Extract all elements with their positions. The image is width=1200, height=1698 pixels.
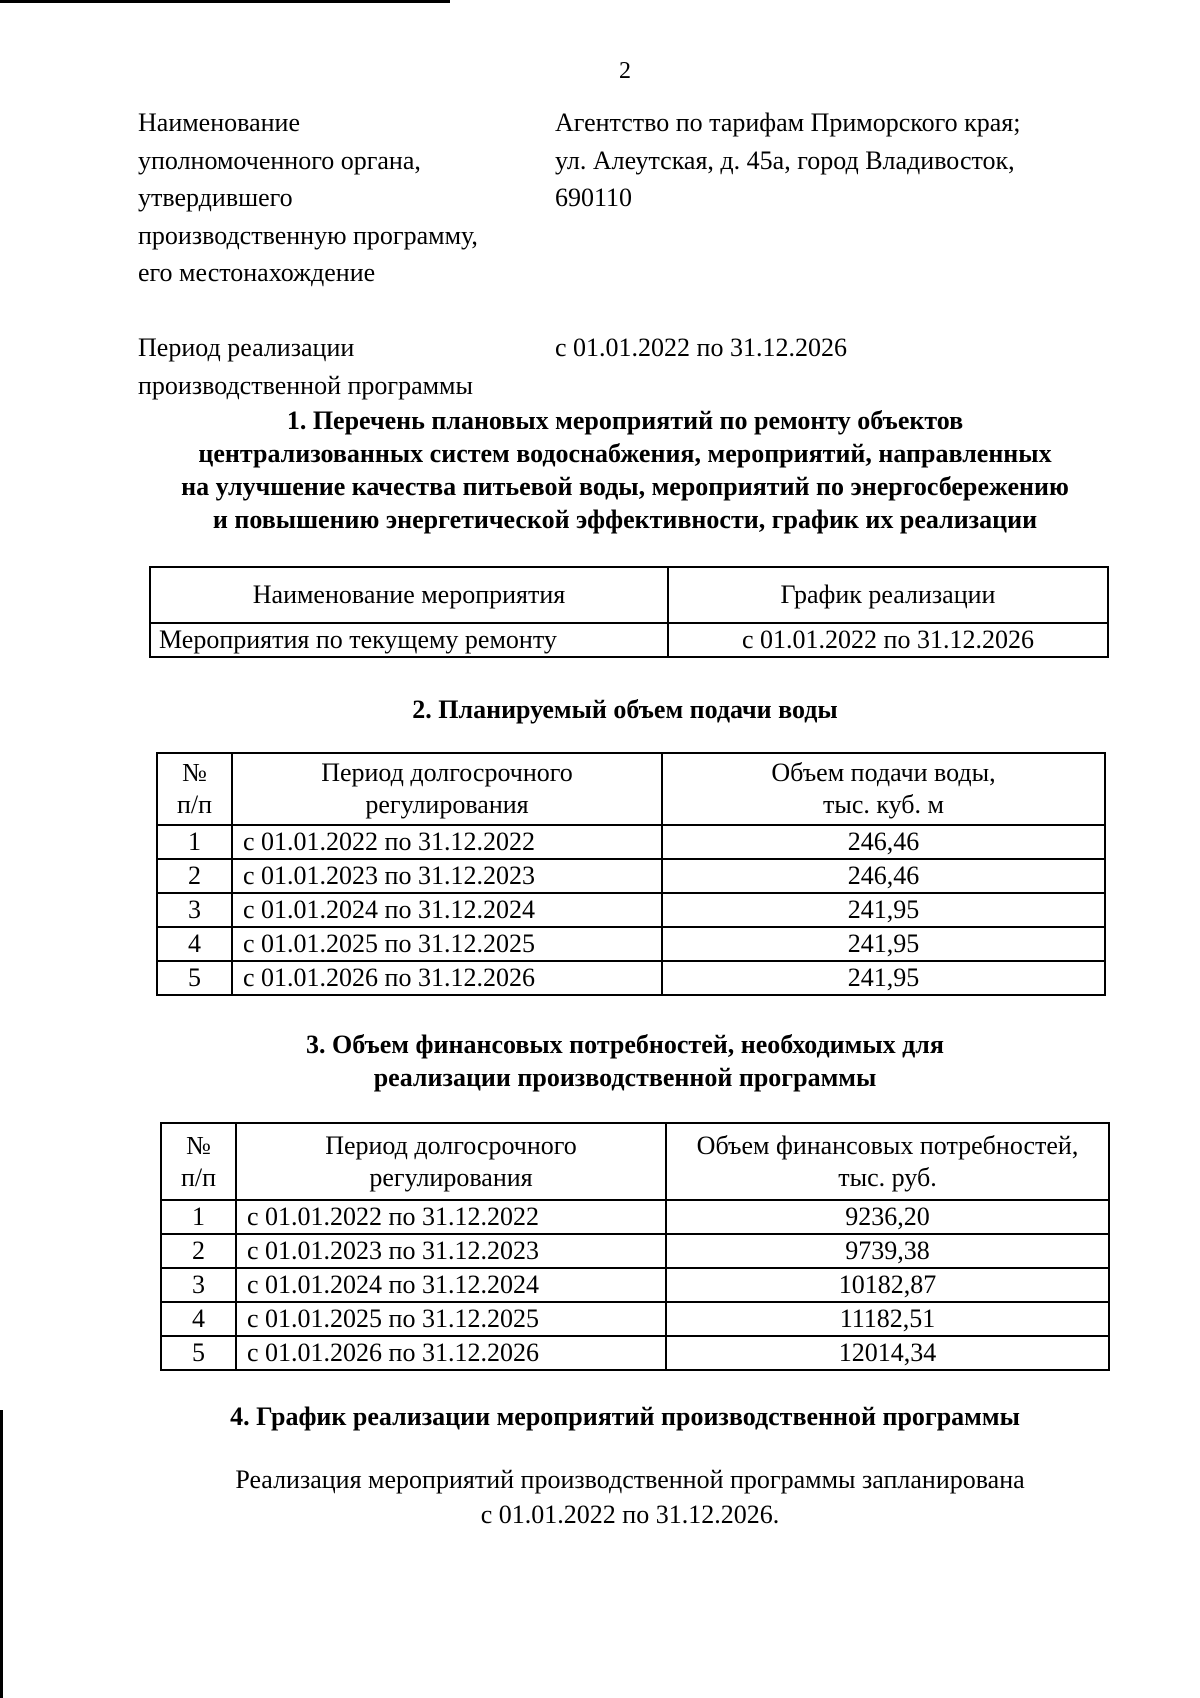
table-header-text: тыс. куб. м — [823, 790, 944, 819]
table-cell: с 01.01.2022 по 31.12.2022 — [236, 1200, 666, 1234]
table-cell: 5 — [161, 1336, 236, 1370]
table-header-cell — [161, 1123, 236, 1200]
section3-title — [100, 1028, 1150, 1094]
authority-label — [138, 104, 528, 292]
table-header-row — [150, 567, 1108, 623]
table-header-cell: График реализации — [668, 567, 1108, 623]
table-cell: с 01.01.2023 по 31.12.2023 — [236, 1234, 666, 1268]
section3-table — [160, 1122, 1110, 1371]
authority-value — [555, 104, 1115, 217]
table-cell: 2 — [157, 859, 232, 893]
section2-table — [156, 752, 1106, 996]
table-cell: 246,46 — [662, 859, 1105, 893]
period-label — [138, 329, 528, 404]
authority-label-line: производственную программу, — [138, 220, 478, 250]
authority-label-line: Наименование — [138, 108, 300, 137]
table-cell: 3 — [161, 1268, 236, 1302]
section2-title: 2. Планируемый объем подачи воды — [412, 695, 838, 724]
table-header-text: Период долгосрочного — [321, 758, 573, 787]
period-label-line: Период реализации — [138, 333, 355, 362]
table-cell: с 01.01.2025 по 31.12.2025 — [236, 1302, 666, 1336]
scan-edge-left — [0, 1410, 3, 1698]
period-label-line: производственной программы — [138, 370, 473, 400]
table-header-text: п/п — [180, 1162, 217, 1192]
table-cell: 241,95 — [662, 893, 1105, 927]
table-row — [161, 1302, 1109, 1336]
table-cell: 11182,51 — [666, 1302, 1109, 1336]
table-header-text: тыс. руб. — [838, 1162, 937, 1192]
authority-label-line: его местонахождение — [138, 258, 376, 287]
table-row — [157, 927, 1105, 961]
table-cell: с 01.01.2024 по 31.12.2024 — [232, 893, 662, 927]
table-cell: 3 — [157, 893, 232, 927]
table-cell: с 01.01.2026 по 31.12.2026 — [232, 961, 662, 995]
authority-value-line: 690110 — [555, 183, 633, 212]
section4-title: 4. График реализации мероприятий производственной программы — [230, 1402, 1020, 1431]
table-header-cell — [236, 1123, 666, 1200]
table-header-text: Период долгосрочного — [325, 1130, 577, 1160]
scan-edge-top — [0, 0, 450, 3]
table-cell: 9739,38 — [666, 1234, 1109, 1268]
table-header-cell — [232, 753, 662, 825]
table-cell: с 01.01.2025 по 31.12.2025 — [232, 927, 662, 961]
table-header-cell: Наименование мероприятия — [150, 567, 668, 623]
table-header-cell — [662, 753, 1105, 825]
table-header-row — [157, 753, 1105, 825]
table-row — [150, 623, 1108, 657]
table-header-text: № — [186, 1130, 211, 1160]
table-row — [157, 825, 1105, 859]
section1-title-line: 1. Перечень плановых мероприятий по ремонту объектов — [286, 406, 964, 435]
table-cell: 12014,34 — [666, 1336, 1109, 1370]
table-row — [157, 961, 1105, 995]
table-cell: с 01.01.2026 по 31.12.2026 — [236, 1336, 666, 1370]
table-row — [161, 1336, 1109, 1370]
section4-text-line: Реализация мероприятий производственной программы запланирована — [235, 1465, 1025, 1494]
table-cell: с 01.01.2024 по 31.12.2024 — [236, 1268, 666, 1302]
table-row — [161, 1200, 1109, 1234]
table-header-text: № — [182, 758, 207, 787]
section4-text-line: с 01.01.2022 по 31.12.2026. — [480, 1500, 780, 1529]
table-cell: Мероприятия по текущему ремонту — [150, 623, 668, 657]
section3-title-line: реализации производственной программы — [373, 1063, 877, 1092]
table-header-row — [161, 1123, 1109, 1200]
section1-title-line: и повышению энергетической эффективности, график их реализации — [212, 505, 1038, 534]
table-cell: 241,95 — [662, 961, 1105, 995]
section1-table — [149, 566, 1109, 658]
table-cell: 1 — [157, 825, 232, 859]
section3-title-line: 3. Объем финансовых потребностей, необходимых для — [306, 1030, 944, 1059]
table-header-text: п/п — [176, 790, 213, 819]
table-header-cell — [157, 753, 232, 825]
table-row — [161, 1234, 1109, 1268]
table-header-text: регулирования — [365, 790, 529, 819]
section4-text — [100, 1462, 1160, 1532]
authority-value-line: ул. Алеутская, д. 45а, город Владивосток, — [555, 145, 1015, 175]
table-cell: 5 — [157, 961, 232, 995]
table-header-text: регулирования — [369, 1162, 533, 1192]
page-number: 2 — [619, 58, 631, 84]
table-cell: 9236,20 — [666, 1200, 1109, 1234]
table-cell: 246,46 — [662, 825, 1105, 859]
table-header-text: Объем финансовых потребностей, — [696, 1130, 1079, 1160]
authority-label-line: уполномоченного органа, — [138, 145, 421, 175]
table-cell: 4 — [161, 1302, 236, 1336]
section1-title-line: централизованных систем водоснабжения, мероприятий, направленных — [198, 439, 1052, 468]
table-cell: с 01.01.2023 по 31.12.2023 — [232, 859, 662, 893]
section1-title-line: на улучшение качества питьевой воды, мероприятий по энергосбережению — [181, 472, 1069, 501]
table-header-cell — [666, 1123, 1109, 1200]
table-header-text: Объем подачи воды, — [771, 758, 996, 787]
table-row — [157, 893, 1105, 927]
table-row — [157, 859, 1105, 893]
table-row — [161, 1268, 1109, 1302]
table-cell: 4 — [157, 927, 232, 961]
authority-label-line: утвердившего — [138, 183, 293, 212]
table-cell: 10182,87 — [666, 1268, 1109, 1302]
table-cell: 2 — [161, 1234, 236, 1268]
table-cell: 241,95 — [662, 927, 1105, 961]
authority-value-line: Агентство по тарифам Приморского края; — [555, 108, 1021, 137]
table-cell: с 01.01.2022 по 31.12.2026 — [668, 623, 1108, 657]
table-cell: с 01.01.2022 по 31.12.2022 — [232, 825, 662, 859]
section1-title — [100, 404, 1150, 536]
table-cell: 1 — [161, 1200, 236, 1234]
period-value: с 01.01.2022 по 31.12.2026 — [555, 333, 847, 362]
